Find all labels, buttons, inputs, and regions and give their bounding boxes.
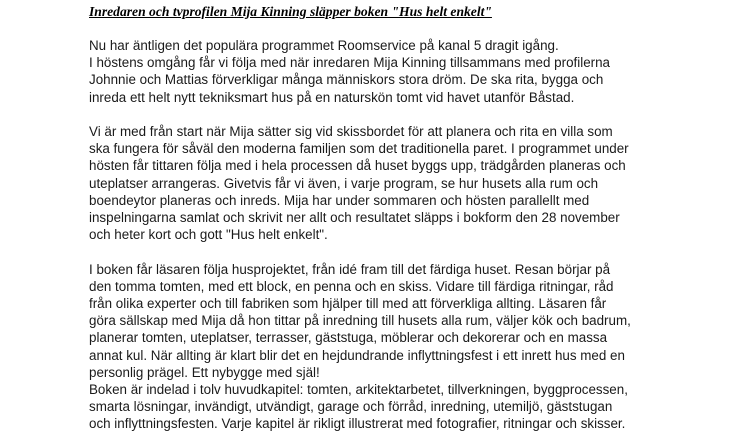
text-line: Vi är med från start när Mija sätter sig vid skissbordet för att planera och rita en villa som xyxy=(89,124,613,139)
text-line: göra sällskap med Mija då hon tittar på inredning till husets alla rum, väljer kök och badrum, xyxy=(89,313,631,329)
text-line: uteplatser arrangeras. Givetvis får vi även, i varje program, se hur husets alla rum och xyxy=(89,175,599,191)
document-title: Inredaren och tvprofilen Mija Kinning släpper boken "Hus helt enkelt" xyxy=(89,4,492,19)
paragraph-intro xyxy=(89,37,739,106)
text-line: Nu har äntligen det populära programmet Roomservice på kanal 5 dragit igång. xyxy=(89,38,559,53)
text-line: hösten får tittaren följa med i hela processen då huset byggs upp, trädgården planeras och xyxy=(89,158,626,174)
text-line: inspelningarna samlat och skrivit ner allt och resultatet släpps i bokform den 28 november xyxy=(89,210,620,226)
text-line: boendeytor planeras och inreds. Mija har under sommaren och hösten parallellt med xyxy=(89,192,590,208)
text-line: annat kul. När allting är klart blir det en hejdundrande inflyttningsfest i ett inrett hus med en xyxy=(89,347,625,363)
text-line: den tomma tomten, med ett block, en penna och en skiss. Vidare till färdiga ritningar, råd xyxy=(89,278,614,294)
text-line: I boken får läsaren följa husprojektet, från idé fram till det färdiga huset. Resan börjar på xyxy=(89,261,611,277)
text-line: I höstens omgång får vi följa med när inredaren Mija Kinning tillsammans med profilerna xyxy=(89,55,610,71)
text-line: personlig prägel. Ett nybygge med själ! xyxy=(89,364,320,380)
paragraph-program xyxy=(89,123,739,243)
document-body xyxy=(89,37,739,433)
text-line: Johnnie och Mattias förverkligar många människors stora dröm. De ska rita, bygga och xyxy=(89,72,604,88)
text-line: inreda ett helt nytt tekniksmart hus på en naturskön tomt vid havet utanför Båstad. xyxy=(89,89,575,105)
text-line: och inflyttningsfesten. Varje kapitel är rikligt illustrerat med fotografier, ritningar och skisser. xyxy=(89,416,626,432)
text-line: ska fungera för såväl den moderna familjen som det traditionella paret. I programmet under xyxy=(89,141,629,157)
text-line: från olika experter och till fabriken som hjälper till med att förverkliga allting. Läsaren får xyxy=(89,296,607,312)
text-line: Boken är indelad i tolv huvudkapitel: tomten, arkitektarbetet, tillverkningen, byggprocessen, xyxy=(89,382,628,398)
text-line: och heter kort och gott "Hus helt enkelt". xyxy=(89,227,328,243)
paragraph-chapters xyxy=(89,381,739,433)
text-line: smarta lösningar, invändigt, utvändigt, garage och förråd, inredning, utemiljö, gäststugan xyxy=(89,399,613,415)
text-line: planerar tomten, uteplatser, terrasser, gäststuga, möblerar och dekorerar och en massa xyxy=(89,330,608,346)
paragraph-book xyxy=(89,261,739,381)
